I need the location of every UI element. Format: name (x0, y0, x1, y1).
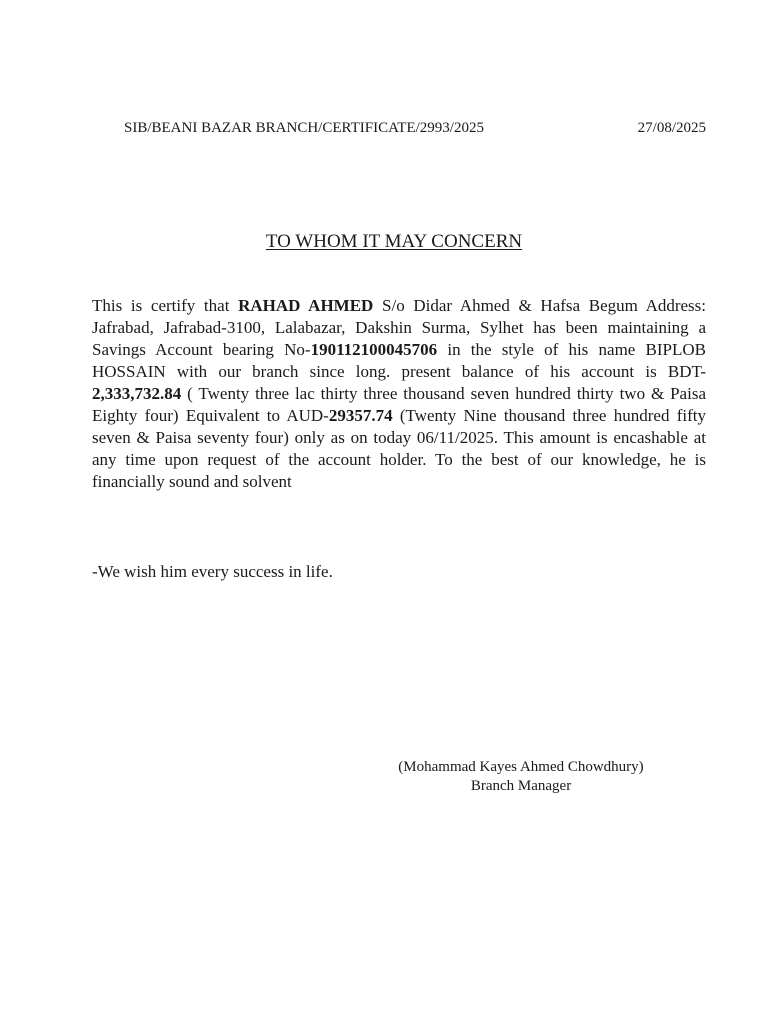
document-title: TO WHOM IT MAY CONCERN (265, 231, 523, 252)
body-text-segment: in the style of his name BIPLOB HOSSAIN with our branch since long. present balance of his account is BDT- (92, 340, 707, 381)
certificate-body (92, 295, 706, 493)
account-holder-name: RAHAD AHMED (238, 296, 374, 315)
body-text-segment: S/o Didar Ahmed & Hafsa Begum Address: Jafrabad, Jafrabad-3100, Lalabazar, Dakshin Surma, Sylhet has been maintaining a Savings Account bearing No- (92, 296, 707, 359)
body-text-segment: ( Twenty three lac thirty three thousand seven hundred thirty two & Paisa Eighty four) Equivalent to AUD- (92, 384, 706, 425)
closing-line: -We wish him every success in life. (92, 562, 333, 581)
certificate-date: 27/08/2025 (637, 120, 706, 136)
signature-block (366, 758, 676, 796)
body-text-segment: This is certify that (92, 296, 239, 315)
signatory-designation: Branch Manager (470, 778, 572, 794)
certificate-reference: SIB/BEANI BAZAR BRANCH/CERTIFICATE/2993/2025 (124, 120, 484, 136)
balance-bdt: 2,333,732.84 (92, 384, 182, 403)
signatory-name: (Mohammad Kayes Ahmed Chowdhury) (398, 759, 644, 775)
body-text-segment: (Twenty Nine thousand three hundred fifty seven & Paisa seventy four) only as on today 06/11/2025. This amount is encashable at any time upon request of the account holder. To the best of our knowledge, he is financially sound and solvent (92, 406, 706, 491)
balance-aud: 29357.74 (328, 406, 393, 425)
account-number: 190112100045706 (310, 340, 438, 359)
